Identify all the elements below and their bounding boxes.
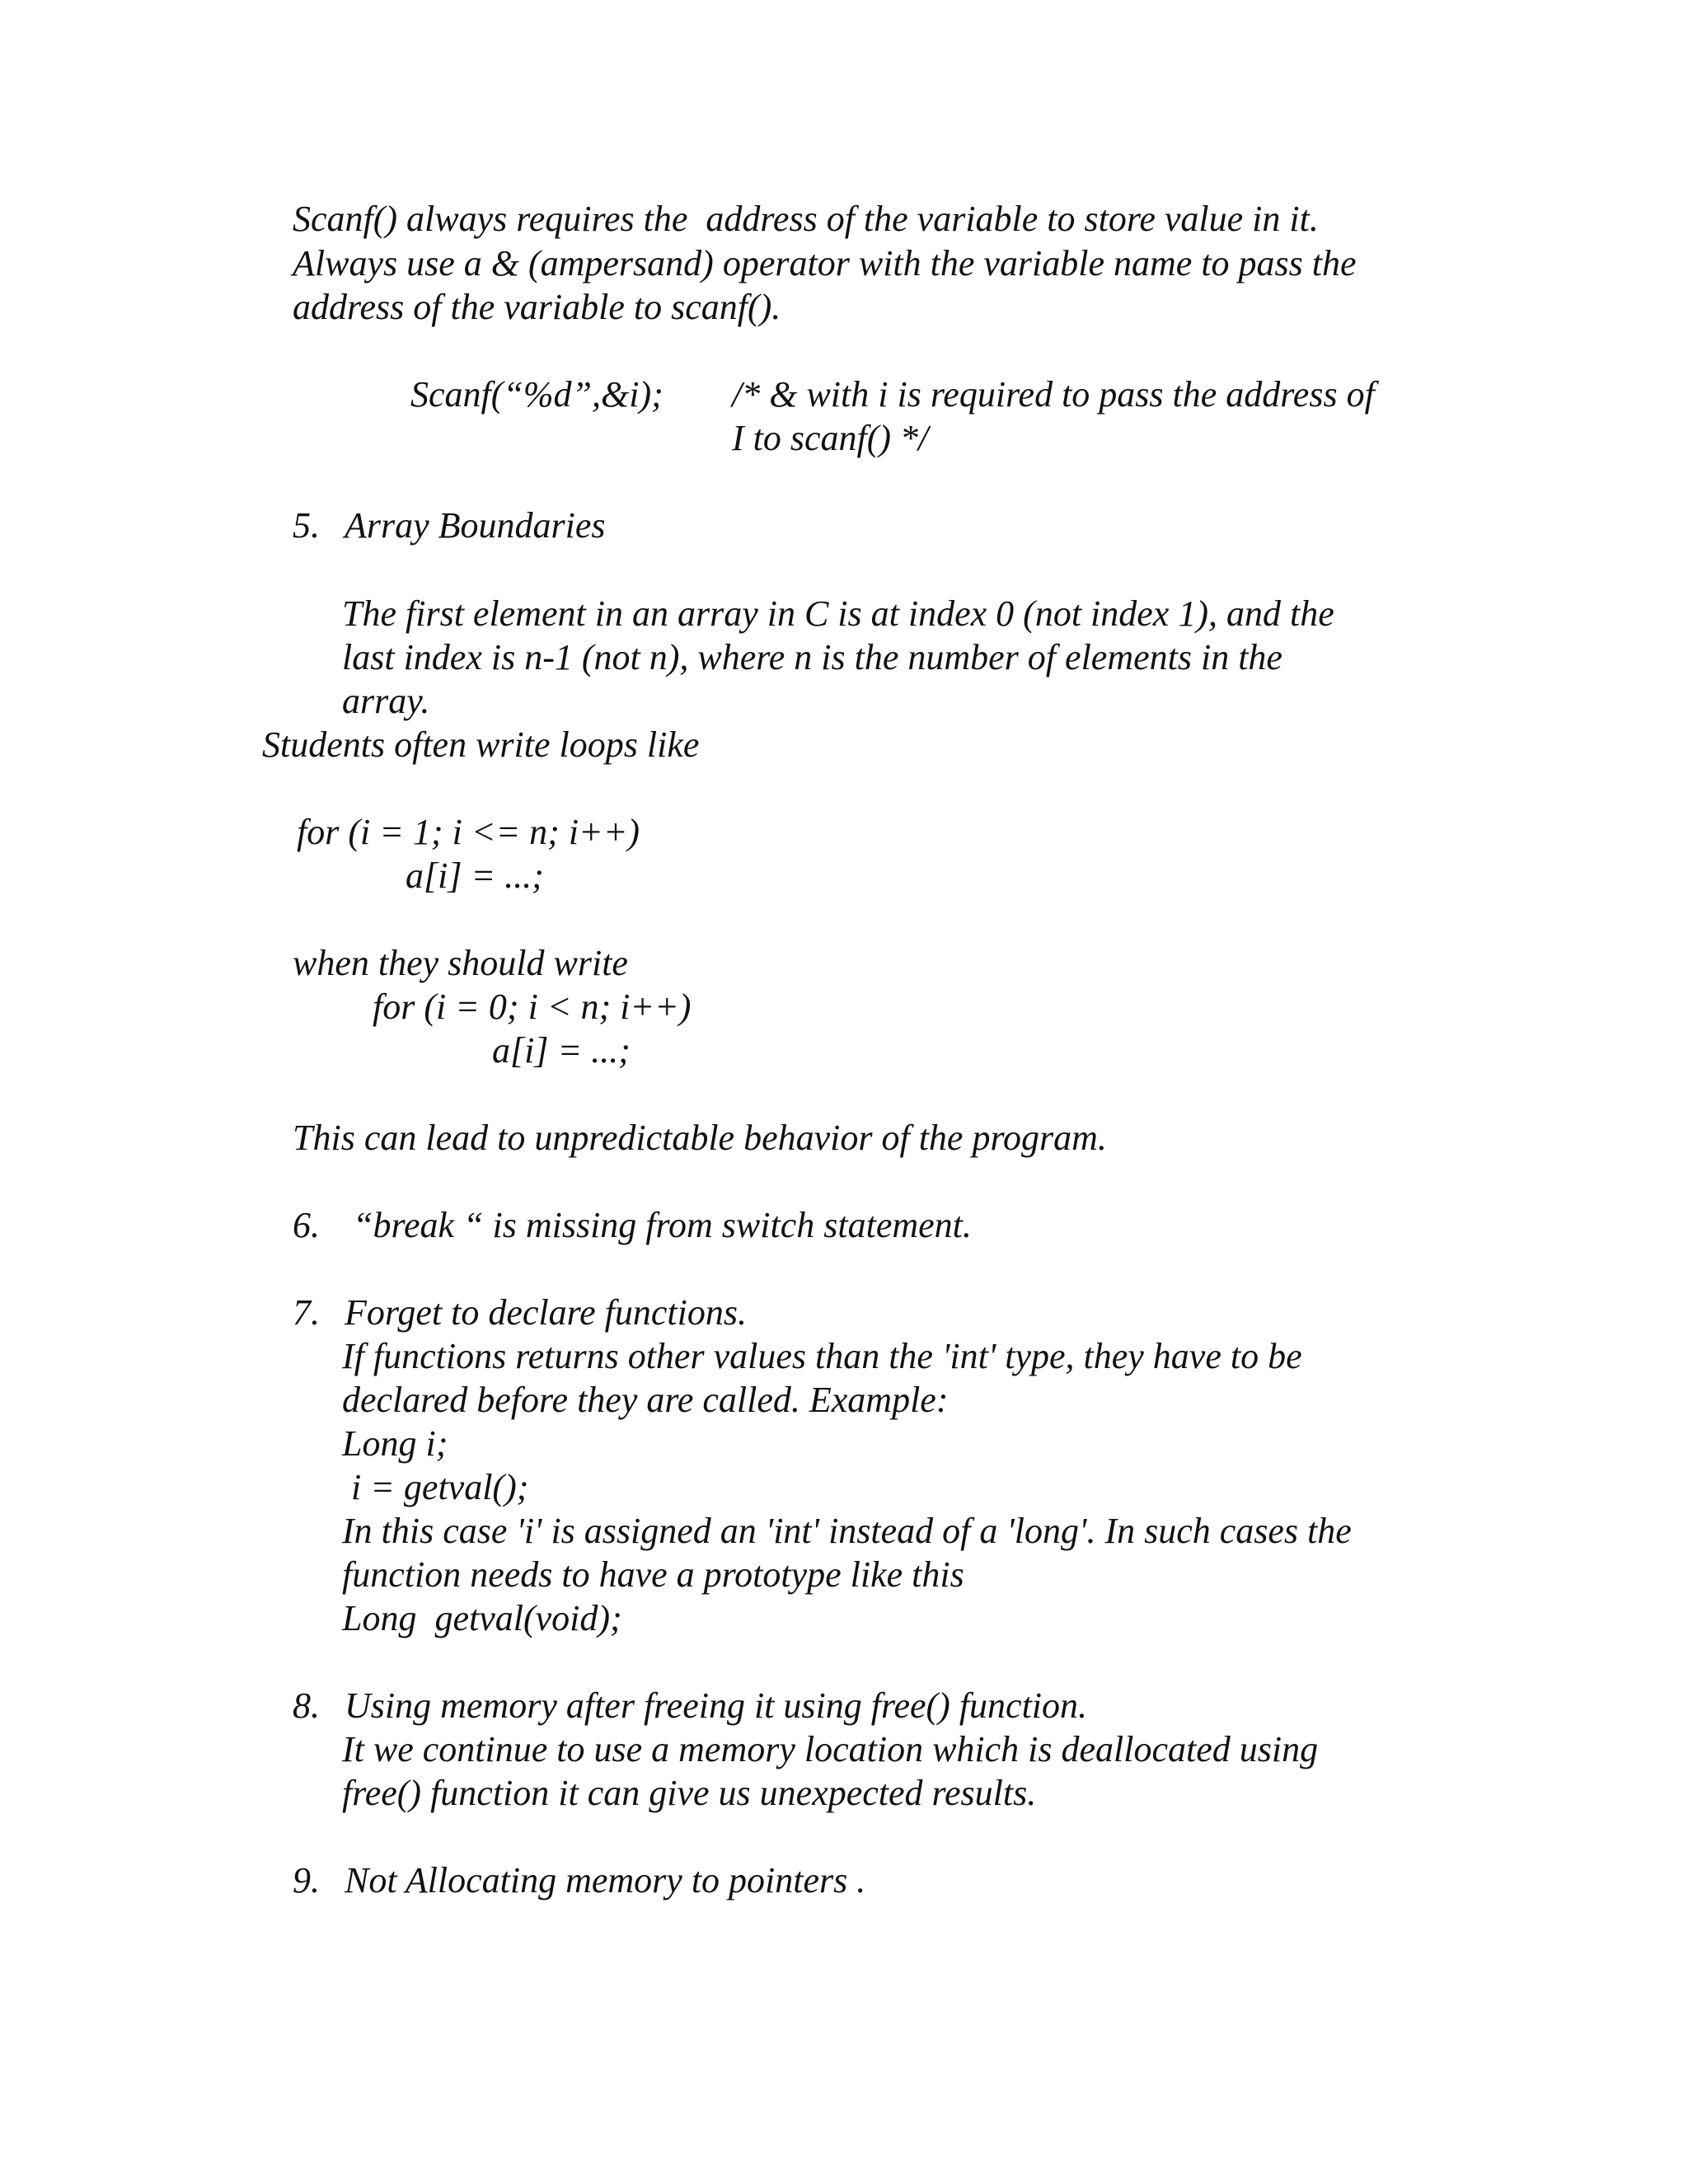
item-5-title: Array Boundaries bbox=[345, 505, 606, 546]
item-7-line-3: Long i; bbox=[342, 1423, 448, 1464]
item-7-line-5: In this case 'i' is assigned an 'int' instead of a 'long'. In such cases the bbox=[342, 1511, 1352, 1551]
item-9-number: 9. bbox=[293, 1860, 320, 1900]
item-8-number: 8. bbox=[293, 1685, 320, 1726]
item-5-body-line-2: last index is n-1 (not n), where n is the number of elements in the bbox=[342, 637, 1282, 677]
item-6-title: “break “ is missing from switch statement. bbox=[353, 1205, 972, 1245]
intro-line-2: Always use a & (ampersand) operator with the variable name to pass the bbox=[293, 243, 1357, 284]
item-5-body-line-3: array. bbox=[342, 681, 430, 721]
scanf-comment-line-2: I to scanf() */ bbox=[732, 418, 929, 458]
wrong-loop-line-2: a[i] = ...; bbox=[406, 855, 544, 896]
item-6-number: 6. bbox=[293, 1205, 320, 1245]
item-8-line-2: free() function it can give us unexpected results. bbox=[342, 1773, 1037, 1813]
item-9-title: Not Allocating memory to pointers . bbox=[345, 1860, 866, 1900]
right-loop-line-2: a[i] = ...; bbox=[492, 1030, 631, 1071]
wrong-loop-line-1: for (i = 1; i <= n; i++) bbox=[297, 812, 640, 852]
item-5-number: 5. bbox=[293, 505, 320, 546]
item-7-line-6: function needs to have a prototype like this bbox=[342, 1554, 964, 1595]
scanf-code: Scanf(“%d”,&i); bbox=[410, 374, 663, 415]
item-7-line-4: i = getval(); bbox=[342, 1467, 529, 1507]
scanf-comment-line-1: /* & with i is required to pass the address of bbox=[732, 374, 1375, 415]
item-5-consequence: This can lead to unpredictable behavior of the program. bbox=[293, 1118, 1107, 1158]
item-8-line-1: It we continue to use a memory location which is deallocated using bbox=[342, 1729, 1319, 1769]
item-7-line-7: Long getval(void); bbox=[342, 1598, 622, 1638]
right-loop-line-1: for (i = 0; i < n; i++) bbox=[373, 987, 692, 1027]
item-7-title: Forget to declare functions. bbox=[345, 1292, 747, 1333]
item-5-students-line: Students often write loops like bbox=[262, 724, 700, 765]
intro-line-3: address of the variable to scanf(). bbox=[293, 287, 781, 327]
intro-line-1: Scanf() always requires the address of the variable to store value in it. bbox=[293, 199, 1319, 239]
should-write-line: when they should write bbox=[293, 943, 628, 983]
item-7-line-1: If functions returns other values than the 'int' type, they have to be bbox=[342, 1336, 1302, 1376]
item-8-title: Using memory after freeing it using free() function. bbox=[345, 1685, 1088, 1726]
item-5-body-line-1: The first element in an array in C is at index 0 (not index 1), and the bbox=[342, 593, 1334, 634]
item-7-number: 7. bbox=[293, 1292, 320, 1333]
item-7-line-2: declared before they are called. Example: bbox=[342, 1380, 949, 1420]
